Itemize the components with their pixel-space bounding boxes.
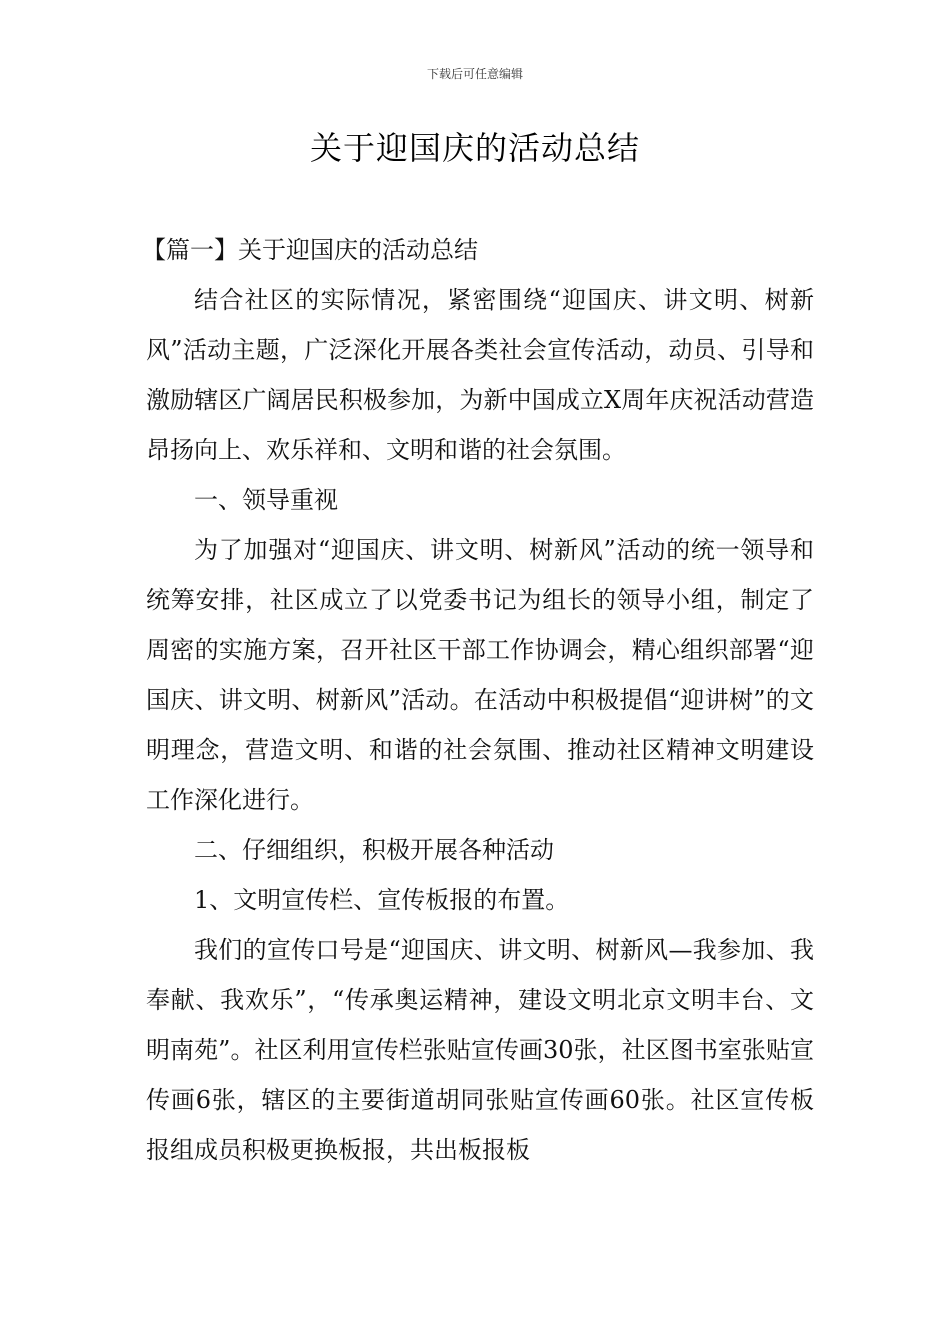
subheading-boards: 1、文明宣传栏、宣传板报的布置。 (194, 886, 570, 914)
heading-activities: 二、仔细组织，积极开展各种活动 (194, 836, 554, 864)
document-body (142, 225, 814, 1175)
document-title: 关于迎国庆的活动总结 (309, 129, 640, 167)
paragraph-intro: 结合社区的实际情况，紧密围绕“迎国庆、讲文明、树新风”活动主题，广泛深化开展各类社会宣传活动，动员、引导和激励辖区广阔居民积极参加，为新中国成立X周年庆祝活动营造昂扬向上、欢乐祥和、文明和谐的社会氛围。 (146, 286, 814, 464)
paragraph-slogans: 我们的宣传口号是“迎国庆、讲文明、树新风—我参加、我奉献、我欢乐”，“传承奥运精神，建设文明北京文明丰台、文明南苑”。社区利用宣传栏张贴宣传画30张，社区图书室张贴宣传画6张，辖区的主要街道胡同张贴宣传画60张。社区宣传板报组成员积极更换板报，共出板报板 (146, 936, 814, 1164)
heading-leadership: 一、领导重视 (194, 486, 338, 514)
section-heading: 【篇一】关于迎国庆的活动总结 (142, 236, 478, 264)
paragraph-leadership: 为了加强对“迎国庆、讲文明、树新风”活动的统一领导和统筹安排，社区成立了以党委书记为组长的领导小组，制定了周密的实施方案，召开社区干部工作协调会，精心组织部署“迎国庆、讲文明、树新风”活动。在活动中积极提倡“迎讲树”的文明理念，营造文明、和谐的社会氛围、推动社区精神文明建设工作深化进行。 (146, 536, 814, 814)
header-note: 下载后可任意编辑 (426, 67, 523, 81)
